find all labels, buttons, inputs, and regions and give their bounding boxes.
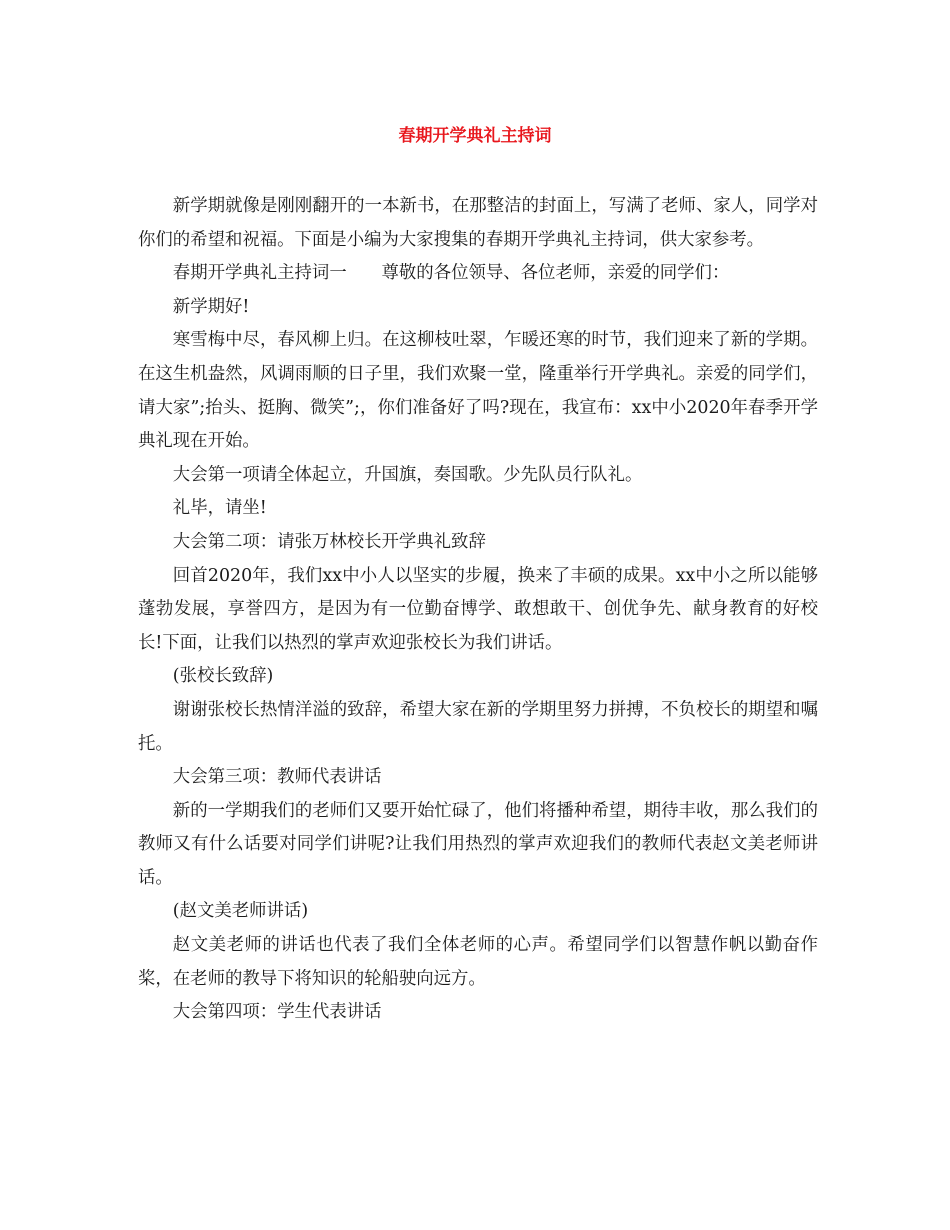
paragraph-sit-down: 礼毕，请坐! xyxy=(172,498,267,519)
salutation: 尊敬的各位领导、各位老师，亲爱的同学们： xyxy=(381,263,730,284)
paragraph-greeting: 新学期好! xyxy=(172,296,250,317)
paragraph-principal-speech: (张校长致辞) xyxy=(172,666,274,687)
paragraph-thanks-principal: 谢谢张校长热情洋溢的致辞，希望大家在新的学期里努力拼搏，不负校长的期望和嘱托。 xyxy=(138,699,818,754)
document-body xyxy=(138,190,818,1030)
paragraph-intro: 新学期就像是刚刚翻开的一本新书，在那整洁的封面上，写满了老师、家人，同学对你们的希望和祝福。下面是小编为大家搜集的春期开学典礼主持词，供大家参考。 xyxy=(138,196,818,250)
paragraph-teacher-summary: 赵文美老师的讲话也代表了我们全体老师的心声。希望同学们以智慧作帆以勤奋作桨，在老师的教导下将知识的轮船驶向远方。 xyxy=(138,935,818,989)
paragraph-item-1: 大会第一项请全体起立，升国旗，奏国歌。少先队员行队礼。 xyxy=(172,464,643,485)
paragraph-teacher-intro: 新的一学期我们的老师们又要开始忙碌了，他们将播种希望，期待丰收，那么我们的教师又有什么话要对同学们讲呢?让我们用热烈的掌声欢迎我们的教师代表赵文美老师讲话。 xyxy=(138,800,818,888)
paragraph-teacher-speech: (赵文美老师讲话) xyxy=(172,901,309,922)
paragraph-item-4: 大会第四项：学生代表讲话 xyxy=(172,1002,382,1023)
paragraph-item-2: 大会第二项：请张万林校长开学典礼致辞 xyxy=(172,531,486,552)
paragraph-section-heading xyxy=(138,257,818,291)
document-title: 春期开学典礼主持词 xyxy=(398,126,552,146)
paragraph-opening: 寒雪梅中尽，春风柳上归。在这柳枝吐翠，乍暖还寒的时节，我们迎来了新的学期。在这生机盎然，风调雨顺的日子里，我们欢聚一堂，隆重举行开学典礼。亲爱的同学们，请大家”;抬头、挺胸、微笑”;，你们准备好了吗?现在，我宣布：xx中小2020年春季开学典礼现在开始。 xyxy=(138,330,818,452)
section-heading: 春期开学典礼主持词一 xyxy=(172,263,347,284)
paragraph-principal-intro: 回首2020年，我们xx中小人以坚实的步履，换来了丰硕的成果。xx中小之所以能够蓬勃发展，享誉四方，是因为有一位勤奋博学、敢想敢干、创优争先、献身教育的好校长!下面，让我们以热烈的掌声欢迎张校长为我们讲话。 xyxy=(138,565,818,653)
paragraph-item-3: 大会第三项：教师代表讲话 xyxy=(172,767,382,788)
